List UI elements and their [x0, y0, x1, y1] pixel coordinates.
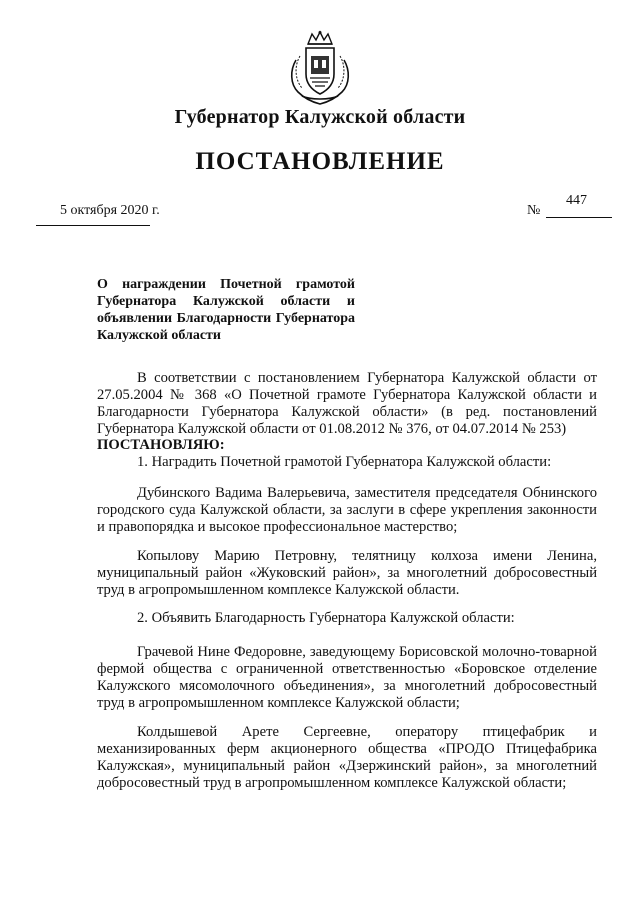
document-subject: О награждении Почетной грамотой Губернатора Калужской области и объявлении Благодарности Губернатора Калужской области	[97, 277, 355, 343]
decree-word: ПОСТАНОВЛЯЮ:	[97, 437, 225, 453]
award-paragraph-1: Дубинского Вадима Валерьевича, заместителя председателя Обнинского городского суда Калужской области, за заслуги в сфере укрепления законности и правопорядка и высокое профессиональное мастерство;	[97, 485, 597, 535]
document-date: 5 октября 2020 г.	[60, 203, 160, 218]
coat-of-arms-icon	[288, 30, 352, 106]
item-1-heading: 1. Наградить Почетной грамотой Губернатора Калужской области:	[137, 454, 552, 470]
document-number: 447	[566, 193, 587, 208]
item-2-heading: 2. Объявить Благодарность Губернатора Калужской области:	[137, 610, 515, 626]
award-paragraph-2: Копылову Марию Петровну, телятницу колхоза имени Ленина, муниципальный район «Жуковский район», за многолетний добросовестный труд в агропромышленном комплексе Калужской области.	[97, 548, 597, 598]
thanks-paragraph-2: Колдышевой Арете Сергеевне, оператору птицефабрик и механизированных ферм акционерного общества «ПРОДО Птицефабрика Калужская», муниципальный район «Дзержинский район», за многолетний добросовестный труд в агропромышленном комплексе Калужской области;	[97, 724, 597, 791]
preamble-paragraph: В соответствии с постановлением Губернатора Калужской области от 27.05.2004 № 368 «О Почетной грамоте Губернатора Калужской области и Благодарности Губернатора Калужской области» (в ред. постановлений Губернатора Калужской области от 01.08.2012 № 376, от 04.07.2014 № 253)	[97, 370, 597, 437]
number-label: №	[527, 203, 541, 218]
document-type-title: ПОСТАНОВЛЕНИЕ	[195, 148, 445, 175]
date-underline	[36, 225, 150, 226]
number-underline	[546, 217, 612, 218]
thanks-paragraph-1: Грачевой Нине Федоровне, заведующему Борисовской молочно-товарной фермой общества с ограниченной ответственностью «Боровское отделение Калужского мясомолочного объединения», за многолетний добросовестный труд в агропромышленном комплексе Калужской области;	[97, 644, 597, 711]
issuer-title: Губернатор Калужской области	[174, 106, 466, 128]
